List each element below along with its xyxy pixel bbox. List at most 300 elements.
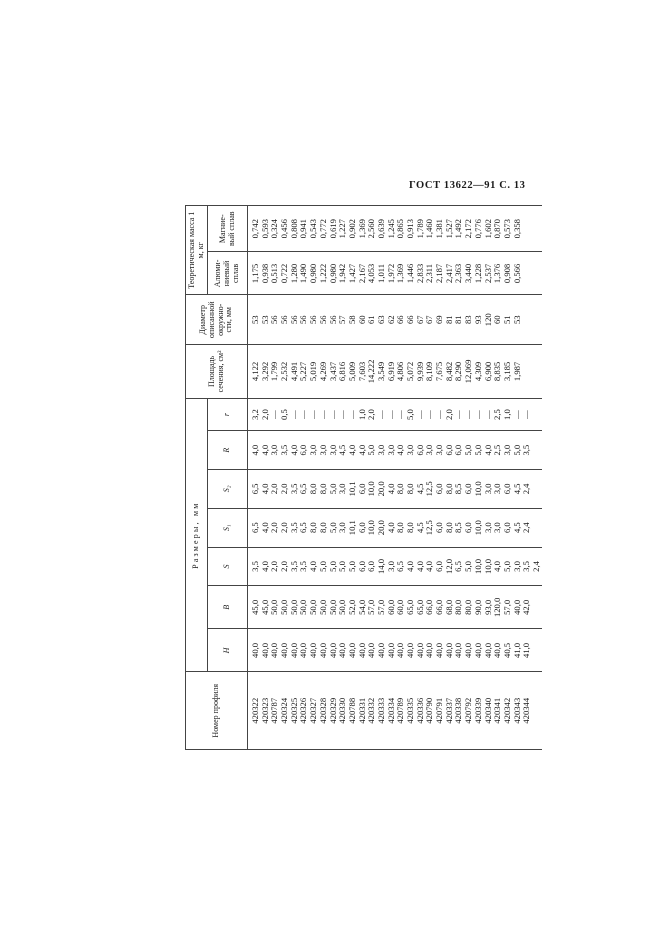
cell-area: 3,549 [375, 361, 386, 382]
cell-S2: 2,4 [521, 483, 532, 495]
cell-B: 42,0 [521, 599, 532, 615]
cell-area: 7,603 [356, 361, 367, 382]
cell-S2: 12,5 [424, 481, 435, 497]
header-profile-no: Номер профиля [186, 672, 248, 750]
cell-S1: 12,5 [424, 520, 435, 536]
cell-S: 3,5 [250, 561, 260, 572]
cell-alum: 0,722 [279, 263, 290, 284]
cell-r: — [298, 410, 309, 419]
cell-S: 4,0 [308, 561, 319, 572]
column-B [248, 586, 542, 629]
cell-alum: 2,187 [434, 263, 445, 284]
cell-S2: 8,0 [443, 483, 454, 495]
cell-S1: 20,0 [375, 520, 386, 536]
column-S1 [248, 508, 542, 547]
cell-S1: 3,0 [337, 522, 348, 534]
cell-diameter: 51 [501, 315, 512, 325]
cell-profile_no: 420331 [356, 697, 367, 724]
cell-S1: 6,0 [434, 522, 445, 534]
cell-R: 3,0 [501, 444, 512, 456]
cell-S: 3,0 [385, 561, 396, 572]
header-S1: S₁ [208, 508, 248, 547]
cell-magn: 0,573 [501, 219, 512, 239]
cell-B: 40,0 [511, 599, 522, 615]
header-magn: Магние-вый сплав [208, 206, 248, 252]
cell-S2: 6,0 [501, 483, 512, 495]
cell-diameter: 67 [424, 315, 435, 325]
cell-R: 4,0 [395, 444, 406, 456]
cell-S1: 8,0 [395, 522, 406, 534]
cell-S: 6,5 [395, 561, 406, 572]
cell-S1: 4,5 [511, 522, 522, 534]
cell-alum: 2,311 [424, 263, 435, 283]
cell-H: 40,0 [405, 642, 415, 658]
cell-B: 50,0 [288, 599, 299, 615]
cell-H: 40,0 [356, 642, 367, 658]
profile-table-rotated [185, 205, 541, 750]
cell-r: — [521, 410, 532, 419]
cell-r: — [346, 410, 357, 419]
cell-profile_no: 420339 [472, 697, 483, 724]
cell-S: 3,5 [298, 561, 309, 572]
cell-S2: 3,0 [337, 483, 348, 495]
cell-alum: 1,369 [395, 263, 406, 284]
cell-S1: 10,0 [366, 520, 377, 536]
cell-alum: 1,011 [375, 263, 386, 283]
cell-alum: 0,566 [511, 263, 522, 284]
cell-S: 5,0 [501, 561, 512, 572]
cell-S: 4,0 [405, 561, 415, 572]
cell-profile_no: 420789 [395, 697, 406, 724]
cell-r: — [375, 410, 386, 419]
cell-B: 60,0 [395, 599, 406, 615]
cell-profile_no: 420328 [317, 697, 328, 724]
cell-R: 3,0 [327, 444, 338, 456]
cell-S: 3,0 [511, 561, 522, 572]
header-area: Площадь сечения, см² [186, 345, 248, 399]
cell-profile_no: 420333 [375, 697, 386, 724]
cell-B: 65,0 [405, 599, 415, 615]
cell-alum: 0,980 [308, 263, 319, 284]
cell-r: — [434, 410, 445, 419]
cell-S: 4,0 [424, 561, 435, 572]
cell-alum: 0,980 [327, 263, 338, 284]
cell-r: — [472, 410, 483, 419]
cell-magn: 1,369 [356, 219, 367, 239]
cell-B: 50,0 [269, 599, 280, 615]
cell-profile_no: 420324 [279, 697, 290, 724]
cell-r: 2,0 [443, 409, 454, 420]
cell-magn: 2,560 [366, 219, 377, 239]
cell-R: 4,0 [250, 444, 260, 456]
cell-S1: 8,5 [453, 522, 464, 534]
cell-diameter: 81 [453, 315, 464, 325]
cell-R: 3,5 [279, 444, 290, 456]
cell-H: 40,0 [288, 642, 299, 658]
cell-r: — [414, 410, 425, 419]
cell-S: 2,4 [530, 561, 541, 572]
cell-alum: 2,537 [482, 263, 493, 284]
cell-area: 14,222 [366, 359, 377, 384]
cell-B: 45,0 [259, 599, 270, 615]
cell-B: 65,0 [414, 599, 425, 615]
cell-profile_no: 420338 [453, 697, 464, 724]
cell-magn: 0,913 [405, 219, 415, 239]
cell-H: 40,0 [385, 642, 396, 658]
column-alum [248, 252, 542, 295]
cell-B: 45,0 [250, 599, 260, 615]
cell-profile_no: 420343 [511, 697, 522, 724]
cell-profile_no: 420332 [366, 697, 377, 724]
cell-magn: 0,865 [395, 219, 406, 239]
cell-S: 6,0 [356, 561, 367, 572]
cell-S: 6,0 [366, 561, 377, 572]
cell-R: 3,0 [434, 444, 445, 456]
cell-S1: 4,0 [259, 522, 270, 534]
cell-B: 68,0 [443, 599, 454, 615]
cell-diameter: 120 [482, 313, 493, 327]
cell-R: 3,0 [385, 444, 396, 456]
cell-R: 5,0 [463, 444, 474, 456]
cell-r: 1,0 [356, 409, 367, 420]
cell-B: 50,0 [308, 599, 319, 615]
cell-r: — [308, 410, 319, 419]
cell-B: 60,0 [385, 599, 396, 615]
cell-S2: 10,1 [346, 481, 357, 497]
cell-H: 40,0 [317, 642, 328, 658]
cell-S1: 2,4 [521, 522, 532, 534]
cell-R: 3,0 [308, 444, 319, 456]
cell-B: 66,0 [424, 599, 435, 615]
cell-diameter: 56 [308, 315, 319, 325]
cell-diameter: 53 [250, 315, 260, 325]
cell-area: 1,987 [511, 361, 522, 382]
cell-S1: 5,0 [327, 522, 338, 534]
cell-magn: 1,245 [385, 219, 396, 239]
cell-R: 6,0 [443, 444, 454, 456]
cell-r: 2,5 [492, 409, 503, 420]
column-H [248, 629, 542, 672]
cell-R: 4,0 [288, 444, 299, 456]
cell-R: 3,0 [424, 444, 435, 456]
cell-alum: 2,363 [453, 263, 464, 284]
cell-H: 41,0 [511, 642, 522, 658]
cell-H: 40,0 [259, 642, 270, 658]
cell-alum: 2,167 [356, 263, 367, 284]
cell-diameter: 63 [375, 315, 386, 325]
cell-R: 4,0 [346, 444, 357, 456]
cell-r: — [327, 410, 338, 419]
cell-S: 12,0 [443, 558, 454, 574]
cell-B: 57,0 [501, 599, 512, 615]
cell-S1: 6,0 [356, 522, 367, 534]
cell-R: 3,0 [405, 444, 415, 456]
cell-diameter: 56 [327, 315, 338, 325]
cell-H: 40,0 [424, 642, 435, 658]
cell-S: 5,0 [346, 561, 357, 572]
cell-H: 40,0 [308, 642, 319, 658]
cell-R: 6,0 [414, 444, 425, 456]
header-S2: S₂ [208, 470, 248, 509]
cell-alum: 1,490 [298, 263, 309, 284]
cell-S2: 2,0 [279, 483, 290, 495]
cell-H: 40,0 [298, 642, 309, 658]
cell-H: 40,0 [472, 642, 483, 658]
cell-R: 5,0 [366, 444, 377, 456]
cell-S2: 6,5 [250, 483, 260, 495]
header-diameter: Диаметр описанной окружно-сти, мм [186, 295, 248, 345]
cell-S2: 2,0 [269, 483, 280, 495]
cell-r: — [385, 410, 396, 419]
cell-diameter: 81 [443, 315, 454, 325]
cell-H: 40,0 [346, 642, 357, 658]
cell-R: 4,5 [337, 444, 348, 456]
cell-B: 57,0 [375, 599, 386, 615]
cell-S: 2,0 [269, 561, 280, 572]
cell-S2: 5,0 [327, 483, 338, 495]
cell-profile_no: 420341 [492, 697, 503, 724]
page-header: ГОСТ 13622—91 С. 13 [409, 180, 526, 191]
cell-alum: 0,938 [259, 263, 270, 284]
cell-S1: 2,0 [269, 522, 280, 534]
cell-S1: 2,0 [279, 522, 290, 534]
cell-alum: 1,446 [405, 263, 415, 284]
cell-area: 2,532 [279, 361, 290, 382]
cell-S2: 4,0 [259, 483, 270, 495]
cell-S2: 3,0 [482, 483, 493, 495]
column-r [248, 398, 542, 430]
cell-H: 40,0 [482, 642, 493, 658]
cell-S: 3,5 [521, 561, 532, 572]
cell-S: 3,5 [288, 561, 299, 572]
column-diameter [248, 295, 542, 345]
cell-S2: 4,5 [511, 483, 522, 495]
cell-magn: 0,619 [327, 219, 338, 239]
cell-diameter: 56 [269, 315, 280, 325]
cell-H: 40,0 [279, 642, 290, 658]
cell-alum: 1,222 [317, 263, 328, 284]
column-magn [248, 206, 542, 252]
cell-area: 4,122 [250, 361, 260, 382]
cell-B: 80,0 [463, 599, 474, 615]
cell-magn: 0,808 [288, 219, 299, 239]
column-profile-no [248, 672, 542, 750]
cell-diameter: 56 [279, 315, 290, 325]
cell-area: 4,491 [288, 361, 299, 382]
cell-magn: 0,456 [279, 219, 290, 239]
cell-alum: 1,427 [346, 263, 357, 284]
header-mass-group: Теоретическая масса 1 м, кг [186, 206, 208, 295]
cell-r: — [511, 410, 522, 419]
cell-area: 8,482 [443, 361, 454, 382]
cell-B: 120,0 [492, 597, 503, 618]
cell-S: 4,0 [414, 561, 425, 572]
cell-magn: 2,172 [463, 219, 474, 239]
cell-S1: 6,0 [463, 522, 474, 534]
cell-S1: 10,1 [346, 520, 357, 536]
cell-R: 3,5 [521, 444, 532, 456]
cell-S2: 6,5 [298, 483, 309, 495]
cell-r: 2,0 [366, 409, 377, 420]
cell-area: 4,309 [472, 361, 483, 382]
cell-B: 50,0 [337, 599, 348, 615]
cell-profile_no: 420326 [298, 697, 309, 724]
cell-magn: 0,639 [375, 219, 386, 239]
cell-magn: 0,772 [317, 219, 328, 239]
cell-alum: 1,376 [492, 263, 503, 284]
cell-H: 40,0 [453, 642, 464, 658]
cell-S: 6,0 [434, 561, 445, 572]
cell-S2: 3,5 [288, 483, 299, 495]
cell-S: 5,0 [463, 561, 474, 572]
cell-alum: 0,908 [501, 263, 512, 284]
cell-area: 3,185 [501, 361, 512, 382]
cell-magn: 0,870 [492, 219, 503, 239]
cell-H: 40,0 [250, 642, 260, 658]
cell-r: — [269, 410, 280, 419]
cell-S: 2,0 [279, 561, 290, 572]
header-H: H [208, 629, 248, 672]
header-r: r [208, 398, 248, 430]
cell-alum: 1,942 [337, 263, 348, 284]
cell-S: 14,0 [375, 558, 386, 574]
profile-table [185, 205, 542, 750]
cell-diameter: 53 [259, 315, 270, 325]
cell-magn: 0,593 [259, 219, 270, 239]
cell-area: 3,437 [327, 361, 338, 382]
cell-H: 40,0 [463, 642, 474, 658]
cell-R: 4,0 [482, 444, 493, 456]
cell-magn: 1,602 [482, 219, 493, 239]
cell-H: 40,0 [337, 642, 348, 658]
cell-diameter: 66 [405, 315, 415, 325]
cell-diameter: 53 [511, 315, 522, 325]
cell-S1: 8,0 [308, 522, 319, 534]
cell-alum: 2,833 [414, 263, 425, 284]
cell-diameter: 62 [385, 315, 396, 325]
cell-B: 52,0 [346, 599, 357, 615]
cell-R: 5,0 [511, 444, 522, 456]
cell-r: 3,2 [250, 409, 260, 420]
cell-diameter: 57 [337, 315, 348, 325]
cell-S1: 4,0 [385, 522, 396, 534]
cell-profile_no: 420334 [385, 697, 396, 724]
cell-profile_no: 420336 [414, 697, 425, 724]
cell-S2: 20,0 [375, 481, 386, 497]
cell-diameter: 61 [366, 315, 377, 325]
cell-H: 40,0 [375, 642, 386, 658]
cell-B: 50,0 [317, 599, 328, 615]
cell-area: 9,939 [414, 361, 425, 382]
cell-alum: 2,417 [443, 263, 454, 284]
cell-H: 40,0 [327, 642, 338, 658]
cell-B: 80,0 [453, 599, 464, 615]
cell-profile_no: 420340 [482, 697, 493, 724]
header-alum: Алюми-ниевый сплав [208, 252, 248, 295]
cell-profile_no: 420330 [337, 697, 348, 724]
cell-R: 2,5 [492, 444, 503, 456]
cell-r: — [337, 410, 348, 419]
cell-B: 54,0 [356, 599, 367, 615]
cell-diameter: 67 [414, 315, 425, 325]
cell-r: — [424, 410, 435, 419]
cell-magn: 0,776 [472, 219, 483, 239]
cell-S2: 8,0 [308, 483, 319, 495]
cell-r: — [395, 410, 406, 419]
cell-r: 0,5 [279, 409, 290, 420]
cell-r: — [288, 410, 299, 419]
cell-diameter: 56 [288, 315, 299, 325]
header-B: B [208, 586, 248, 629]
cell-S1: 3,0 [482, 522, 493, 534]
cell-diameter: 69 [434, 315, 445, 325]
cell-profile_no: 420323 [259, 697, 270, 724]
cell-magn: 1,492 [453, 219, 464, 239]
cell-H: 40,0 [395, 642, 406, 658]
cell-area: 5,072 [405, 361, 415, 382]
cell-B: 57,0 [366, 599, 377, 615]
cell-B: 50,0 [279, 599, 290, 615]
cell-magn: 0,324 [269, 219, 280, 239]
cell-S1: 3,5 [288, 522, 299, 534]
column-S [248, 547, 542, 586]
cell-S2: 6,0 [356, 483, 367, 495]
cell-alum: 0,513 [269, 263, 280, 284]
cell-S1: 6,0 [501, 522, 512, 534]
cell-H: 40,0 [434, 642, 445, 658]
cell-H: 40,0 [269, 642, 280, 658]
cell-profile_no: 420342 [501, 697, 512, 724]
cell-profile_no: 420329 [327, 697, 338, 724]
cell-S: 5,0 [327, 561, 338, 572]
cell-area: 5,019 [308, 361, 319, 382]
cell-area: 12,069 [463, 359, 474, 384]
cell-S2: 3,0 [492, 483, 503, 495]
cell-diameter: 60 [356, 315, 367, 325]
cell-magn: 0,902 [346, 219, 357, 239]
cell-S1: 10,0 [472, 520, 483, 536]
cell-diameter: 83 [463, 315, 474, 325]
cell-r: 2,0 [259, 409, 270, 420]
cell-alum: 1,228 [472, 263, 483, 284]
cell-R: 4,0 [259, 444, 270, 456]
cell-magn: 0,358 [511, 219, 522, 239]
cell-S: 10,0 [472, 558, 483, 574]
cell-S2: 8,0 [317, 483, 328, 495]
cell-B: 50,0 [327, 599, 338, 615]
column-S2 [248, 470, 542, 509]
cell-profile_no: 420337 [443, 697, 454, 724]
cell-S: 5,0 [337, 561, 348, 572]
cell-S1: 8,0 [317, 522, 328, 534]
cell-R: 3,0 [317, 444, 328, 456]
cell-alum: 1,972 [385, 263, 396, 284]
cell-area: 3,292 [259, 361, 270, 382]
cell-S2: 8,0 [405, 483, 415, 495]
cell-H: 40,0 [443, 642, 454, 658]
cell-area: 8,290 [453, 361, 464, 382]
cell-H: 40,0 [492, 642, 503, 658]
cell-area: 5,009 [346, 361, 357, 382]
cell-diameter: 60 [492, 315, 503, 325]
cell-profile_no: 420792 [463, 697, 474, 724]
cell-magn: 1,527 [443, 219, 454, 239]
cell-S2: 8,5 [453, 483, 464, 495]
cell-S2: 6,0 [434, 483, 445, 495]
cell-R: 6,0 [298, 444, 309, 456]
cell-profile_no: 420325 [288, 697, 299, 724]
cell-R: 4,0 [356, 444, 367, 456]
